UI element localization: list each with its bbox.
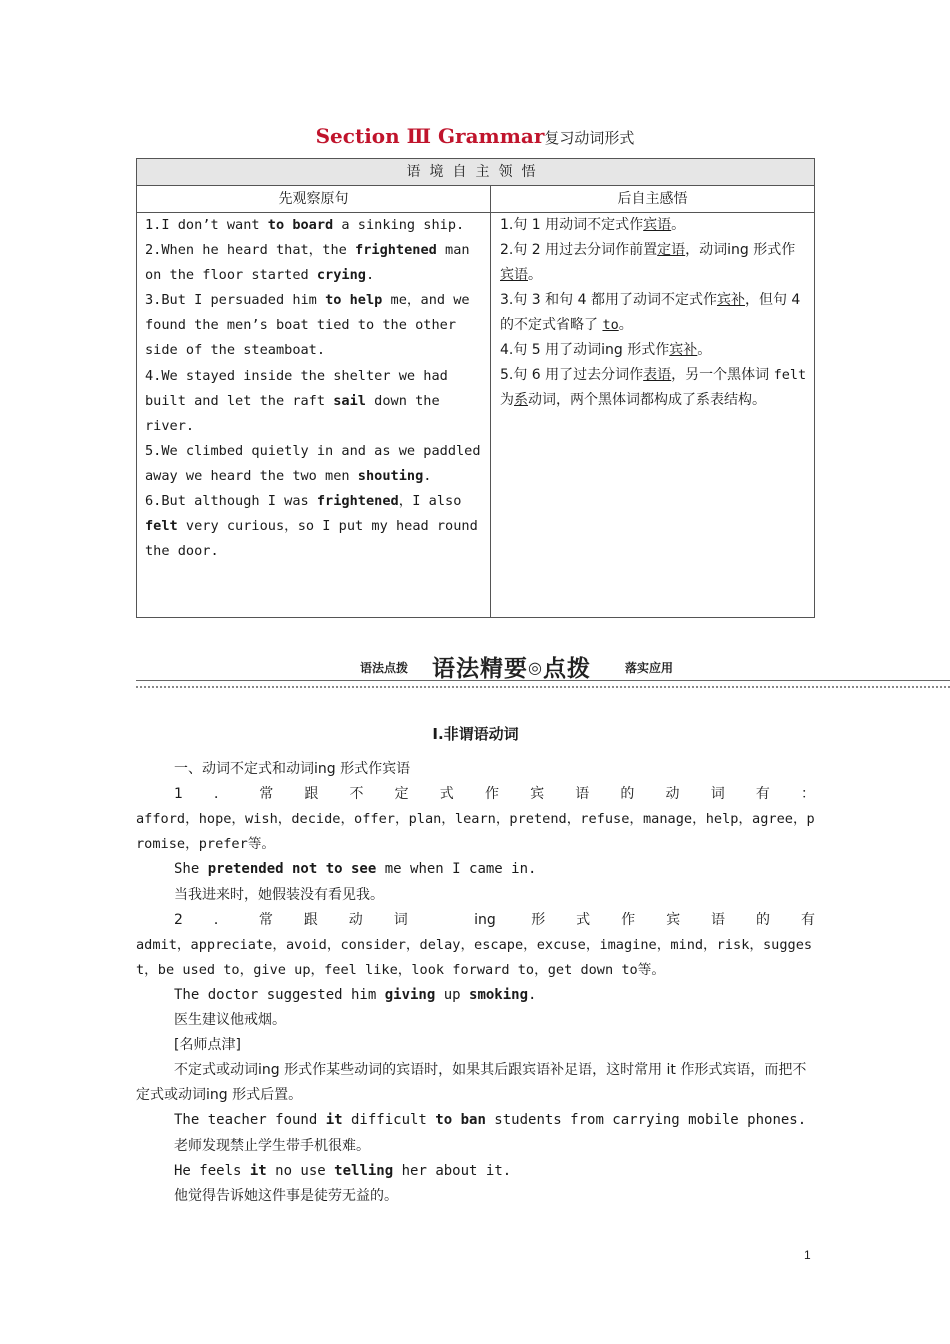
- table-header: 语境自主领悟: [137, 159, 815, 186]
- rule-1-lead: 1．常跟不定式作宾语的动词有：: [174, 786, 815, 803]
- example-4: He feels it no use telling her about it.: [174, 1162, 512, 1179]
- rule-2-list: admit，appreciate，avoid，consider，delay，escape，excuse，imagine，mind，risk，suggest，be used to，give up，feel like，look forward to，get down to等。: [136, 936, 813, 978]
- arrow-icon: ◎: [528, 658, 543, 677]
- example-1-translation: 当我进来时，她假装没有看见我。: [174, 886, 384, 903]
- context-table: [136, 158, 815, 618]
- grammar-content: [136, 722, 815, 1209]
- column-header-right: 后自主感悟: [491, 186, 815, 213]
- sentence-1: 1.I don’t want to board a sinking ship.: [145, 217, 465, 233]
- original-sentences-cell: [137, 213, 491, 618]
- section-banner: [136, 650, 950, 690]
- note-4: 4.句 5 用了动词ing 形式作宾补。: [500, 342, 712, 358]
- title-chinese: 复习动词形式: [544, 129, 635, 147]
- page-number: 1: [804, 1248, 811, 1262]
- example-3-translation: 老师发现禁止学生带手机很难。: [174, 1137, 370, 1154]
- note-1: 1.句 1 用动词不定式作宾语。: [500, 217, 686, 233]
- column-header-left: 先观察原句: [137, 186, 491, 213]
- example-1: She pretended not to see me when I came in.: [174, 861, 537, 878]
- sentence-2: 2.When he heard that，the frightened man on the floor started crying.: [145, 242, 470, 284]
- example-2: The doctor suggested him giving up smoking.: [174, 986, 537, 1003]
- example-2-translation: 医生建议他戒烟。: [174, 1012, 286, 1029]
- note-2: 2.句 2 用过去分词作前置定语，动词ing 形式作宾语。: [500, 242, 796, 283]
- teacher-tip-label: [名师点津]: [174, 1037, 241, 1054]
- sentence-4: 4.We stayed inside the shelter we had built and let the raft sail down the river.: [145, 367, 448, 434]
- banner-left-label: 语法点拨: [360, 661, 409, 675]
- rule-1-list: afford，hope，wish，decide，offer，plan，learn，pretend，refuse，manage，help，agree，promise，prefer等。: [136, 811, 815, 853]
- banner-right-label: 落实应用: [625, 661, 674, 675]
- sentence-6: 6.But although I was frightened，I also felt very curious，so I put my head round the door.: [145, 493, 478, 560]
- subheading: 一、动词不定式和动词ing 形式作宾语: [174, 761, 411, 778]
- note-5: 5.句 6 用了过去分词作表语，另一个黑体词 felt 为系动词，两个黑体词都构成了系表结构。: [500, 367, 807, 408]
- sentence-5: 5.We climbed quietly in and as we paddled away we heard the two men shouting.: [145, 442, 481, 484]
- rule-2-lead: 2．常跟动词 ing 形式作宾语的有: [174, 911, 815, 928]
- banner-title: 语法精要◎点拨: [432, 656, 591, 682]
- section-heading: Ⅰ.非谓语动词: [432, 725, 519, 743]
- example-4-translation: 他觉得告诉她这件事是徒劳无益的。: [174, 1187, 398, 1204]
- note-3: 3.句 3 和句 4 都用了动词不定式作宾补，但句 4 的不定式省略了 to。: [500, 292, 801, 333]
- page-title: [0, 124, 950, 148]
- banner-divider: [136, 680, 950, 688]
- sentence-3: 3.But I persuaded him to help me，and we found the men’s boat tied to the other side of the steamboat.: [145, 292, 470, 359]
- title-english: Section Ⅲ Grammar: [315, 124, 545, 148]
- analysis-notes-cell: [491, 213, 815, 618]
- example-3: The teacher found it difficult to ban students from carrying mobile phones.: [174, 1112, 807, 1129]
- teacher-tip-text: 不定式或动词ing 形式作某些动词的宾语时，如果其后跟宾语补足语，这时常用 it 作形式宾语，而把不定式或动词ing 形式后置。: [136, 1062, 807, 1104]
